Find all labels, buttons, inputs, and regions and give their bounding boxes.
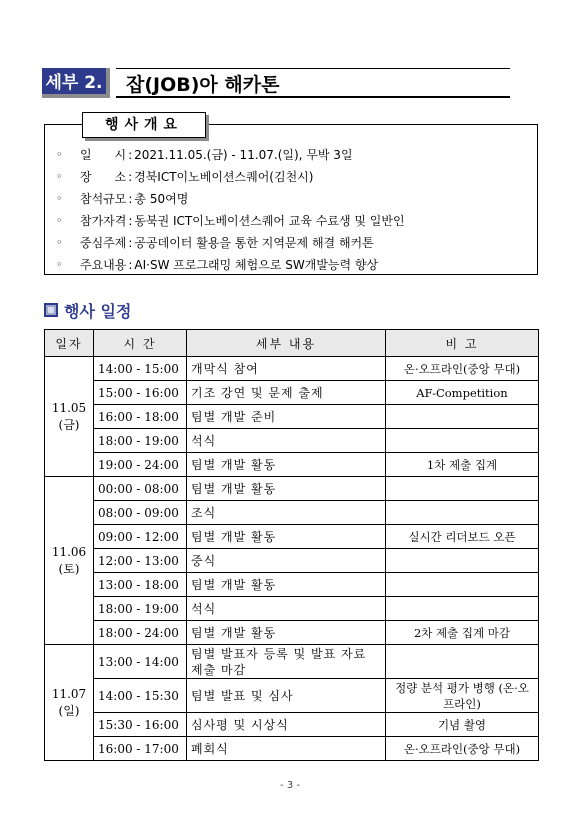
overview-item [56, 188, 405, 210]
overview-item-colon: : [128, 170, 133, 184]
page-number: - 3 - [280, 780, 300, 791]
table-row [45, 573, 539, 597]
overview-item-colon: : [128, 236, 133, 250]
note-cell: 온·오프라인(중앙 무대) [386, 737, 539, 761]
overview-item-colon: : [128, 214, 133, 228]
detail-cell: 팀별 발표 및 심사 [187, 679, 386, 713]
overview-item-value: 총 50여명 [134, 192, 189, 206]
overview-item-label: 참석규모 [80, 192, 127, 206]
table-row [45, 549, 539, 573]
table-row [45, 645, 539, 679]
detail-cell: 팀별 개발 활동 [187, 453, 386, 477]
overview-item-label: 중심주제 [80, 236, 127, 250]
time-cell: 19:00 - 24:00 [94, 453, 187, 477]
table-row [45, 381, 539, 405]
overview-item-value: AI·SW 프로그래밍 체험으로 SW개발능력 향상 [134, 258, 379, 272]
section-title: 잡(JOB)아 해카톤 [126, 74, 280, 96]
overview-item-label: 주요내용 [80, 258, 127, 272]
detail-cell: 팀별 개발 활동 [187, 525, 386, 549]
overview-item [56, 210, 405, 232]
time-cell: 18:00 - 19:00 [94, 597, 187, 621]
note-cell [386, 645, 539, 679]
section-top-rule [116, 68, 510, 69]
note-cell: 1차 제출 집계 [386, 453, 539, 477]
time-cell: 16:00 - 18:00 [94, 405, 187, 429]
detail-cell: 개막식 참여 [187, 357, 386, 381]
overview-item-colon: : [128, 192, 133, 206]
time-cell: 13:00 - 14:00 [94, 645, 187, 679]
note-cell [386, 573, 539, 597]
date-cell [45, 645, 94, 761]
detail-cell: 팀별 개발 준비 [187, 405, 386, 429]
table-row [45, 679, 539, 713]
schedule-title: 행사 일정 [64, 301, 132, 321]
note-cell [386, 549, 539, 573]
section-header [42, 68, 510, 100]
detail-cell: 석식 [187, 597, 386, 621]
note-cell: AF-Competition [386, 381, 539, 405]
table-row [45, 429, 539, 453]
circle-bullet-icon: ◦ [56, 236, 63, 249]
circle-bullet-icon: ◦ [56, 192, 63, 205]
time-cell: 00:00 - 08:00 [94, 477, 187, 501]
detail-cell: 팀별 개발 활동 [187, 477, 386, 501]
time-cell: 12:00 - 13:00 [94, 549, 187, 573]
time-cell: 15:30 - 16:00 [94, 713, 187, 737]
table-row [45, 525, 539, 549]
time-cell: 18:00 - 19:00 [94, 429, 187, 453]
detail-cell: 중식 [187, 549, 386, 573]
time-cell: 14:00 - 15:30 [94, 679, 187, 713]
note-cell [386, 405, 539, 429]
date-value: 11.07 [51, 686, 87, 701]
table-row [45, 501, 539, 525]
time-cell: 13:00 - 18:00 [94, 573, 187, 597]
date-cell [45, 357, 94, 477]
section-bottom-rule [116, 96, 510, 98]
overview-item-label: 참가자격 [80, 214, 127, 228]
circle-bullet-icon: ◦ [56, 148, 63, 161]
schedule-table [44, 329, 539, 761]
overview-item [56, 144, 405, 166]
overview-item [56, 254, 405, 276]
date-value: 11.05 [51, 400, 87, 415]
overview-item-colon: : [128, 148, 133, 162]
note-cell: 온·오프라인(중앙 무대) [386, 357, 539, 381]
circle-bullet-icon: ◦ [56, 214, 63, 227]
square-bullet-icon [44, 303, 58, 317]
schedule-heading [44, 299, 131, 321]
overview-list [56, 144, 405, 276]
table-row [45, 357, 539, 381]
note-cell [386, 501, 539, 525]
note-cell [386, 477, 539, 501]
time-cell: 09:00 - 12:00 [94, 525, 187, 549]
table-row [45, 597, 539, 621]
note-cell: 정량 분석 평가 병행 (온·오프라인) [386, 679, 539, 713]
table-header-row [45, 330, 539, 357]
detail-cell: 심사평 및 시상식 [187, 713, 386, 737]
weekday-value: (토) [58, 561, 80, 576]
time-cell: 16:00 - 17:00 [94, 737, 187, 761]
table-row [45, 713, 539, 737]
table-row [45, 737, 539, 761]
date-cell [45, 477, 94, 645]
overview-item-colon: : [128, 258, 133, 272]
detail-cell: 조식 [187, 501, 386, 525]
overview-tab-title: 행사개요 [82, 112, 206, 138]
date-value: 11.06 [51, 544, 87, 559]
overview-item-value: 동북권 ICT이노베이션스퀘어 교육 수료생 및 일반인 [134, 214, 405, 228]
overview-item-value: 공공데이터 활용을 통한 지역문제 해결 해커톤 [134, 236, 374, 250]
circle-bullet-icon: ◦ [56, 170, 63, 183]
note-cell [386, 429, 539, 453]
header-time: 시 간 [94, 330, 187, 357]
overview-item-value: 경북ICT이노베이션스퀘어(김천시) [134, 170, 314, 184]
table-row [45, 477, 539, 501]
overview-item-value: 2021.11.05.(금) - 11.07.(일), 무박 3일 [134, 148, 353, 162]
weekday-value: (일) [58, 703, 80, 718]
detail-cell: 폐회식 [187, 737, 386, 761]
note-cell: 실시간 리더보드 오픈 [386, 525, 539, 549]
detail-cell: 팀별 개발 활동 [187, 621, 386, 645]
circle-bullet-icon: ◦ [56, 258, 63, 271]
header-detail: 세부 내용 [187, 330, 386, 357]
time-cell: 08:00 - 09:00 [94, 501, 187, 525]
table-row [45, 405, 539, 429]
overview-item [56, 166, 405, 188]
overview-item [56, 232, 405, 254]
time-cell: 18:00 - 24:00 [94, 621, 187, 645]
header-date: 일자 [45, 330, 94, 357]
detail-cell: 석식 [187, 429, 386, 453]
note-cell [386, 597, 539, 621]
detail-cell: 팀별 발표자 등록 및 발표 자료 제출 마감 [187, 645, 386, 679]
header-note: 비 고 [386, 330, 539, 357]
note-cell: 기념 촬영 [386, 713, 539, 737]
time-cell: 15:00 - 16:00 [94, 381, 187, 405]
note-cell: 2차 제출 집계 마감 [386, 621, 539, 645]
section-badge: 세부 2. [42, 68, 110, 98]
table-row [45, 453, 539, 477]
detail-cell: 기조 강연 및 문제 출제 [187, 381, 386, 405]
table-row [45, 621, 539, 645]
time-cell: 14:00 - 15:00 [94, 357, 187, 381]
weekday-value: (금) [58, 417, 80, 432]
overview-item-label: 장 소 [80, 170, 127, 184]
detail-cell: 팀별 개발 활동 [187, 573, 386, 597]
overview-item-label: 일 시 [80, 148, 127, 162]
